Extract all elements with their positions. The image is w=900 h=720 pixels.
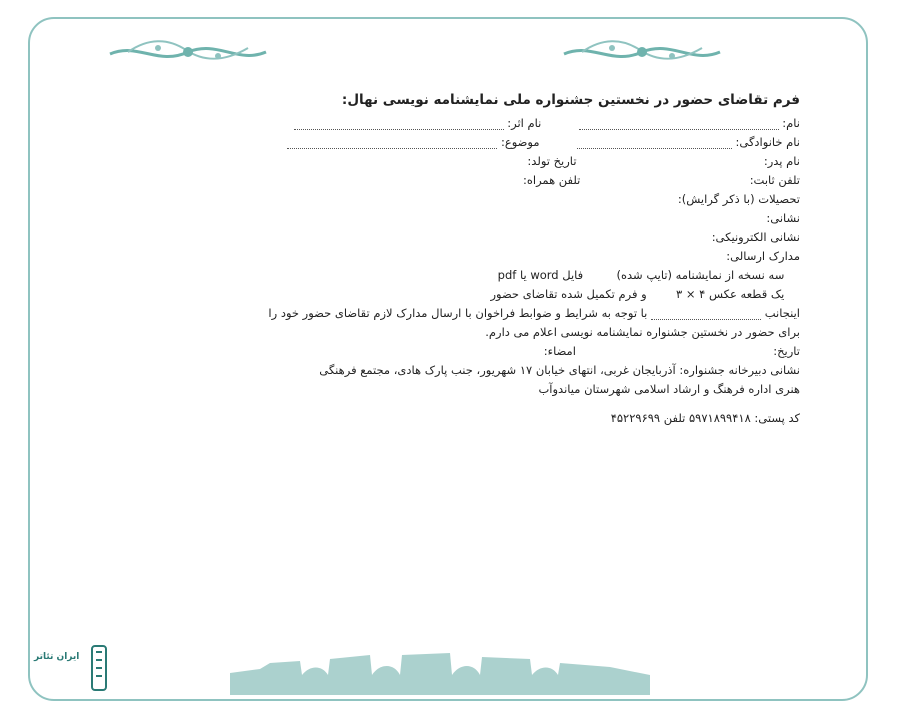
label-work-name: نام اثر: [507,116,542,130]
agreement-line-1: با توجه به شرایط و ضوابط فراخوان با ارسال مدارک لازم تقاضای حضور خود را [268,306,648,320]
application-form [110,92,800,428]
logo-text: ایران تئاتر [34,652,80,662]
secretariat-line-2: هنری اداره فرهنگ و ارشاد اسلامی شهرستان میاندوآب [538,382,800,396]
label-date: تاریخ: [773,344,800,358]
row-email: نشانی الکترونیکی: [711,230,800,244]
label-undersigned: اینجانب [764,306,800,320]
family-field[interactable] [577,137,732,149]
row-undersigned [110,304,800,323]
label-family: نام خانوادگی: [735,135,800,149]
doc1-file: فایل word یا pdf [497,268,584,282]
doc1-text: سه نسخه از نمایشنامه (تایپ شده) [616,268,785,282]
row-father [110,152,800,171]
work-name-field[interactable] [294,118,504,130]
row-phone [110,171,800,190]
ornament-right [562,36,722,68]
postal-code: کد پستی: ۵۹۷۱۸۹۹۴۱۸ تلفن ۴۵۲۲۹۶۹۹ [610,411,800,425]
row-education: تحصیلات (با ذکر گرایش): [677,192,800,206]
label-signature: امضاء: [543,344,576,358]
row-family [110,133,800,152]
row-date [110,342,800,361]
ornament-left [108,36,268,68]
label-birth: تاریخ تولد: [527,154,577,168]
iran-theater-logo [12,638,122,698]
label-name: نام: [782,116,800,130]
form-title: فرم تقاضای حضور در نخستین جشنواره ملی نمایشنامه نویسی نهال: [341,92,800,108]
subject-field[interactable] [287,137,497,149]
label-subject: موضوع: [500,135,540,149]
row-doc2 [110,285,800,304]
row-name [110,114,800,133]
row-doc1 [110,266,800,285]
ruins-illustration [230,645,650,695]
label-father: نام پدر: [763,154,800,168]
secretariat-line-1: نشانی دبیرخانه جشنواره: آذربایجان غربی، انتهای خیابان ۱۷ شهریور، جنب پارک هادی، مجتمع فرهنگی [319,363,800,377]
label-mobile: تلفن همراه: [522,173,581,187]
label-phone: تلفن ثابت: [749,173,800,187]
row-address: نشانی: [766,211,800,225]
name-field[interactable] [579,118,779,130]
row-documents: مدارک ارسالی: [726,249,800,263]
doc2-text: یک قطعه عکس ۴ × ۳ [676,287,785,301]
doc2-form: و فرم تکمیل شده تقاضای حضور [490,287,647,301]
agreement-line-2: برای حضور در نخستین جشنواره نمایشنامه نویسی اعلام می دارم. [485,325,800,339]
undersigned-field[interactable] [651,308,761,320]
